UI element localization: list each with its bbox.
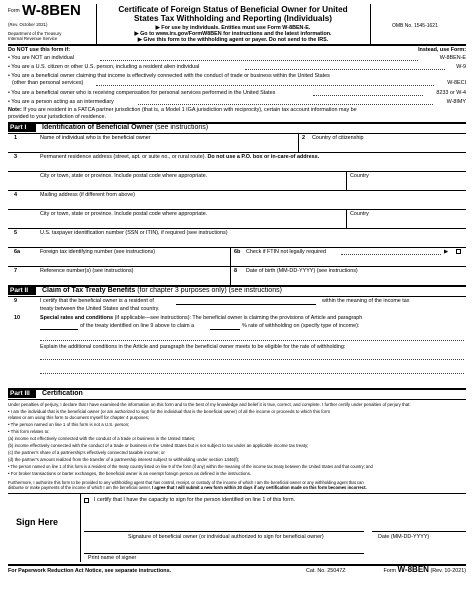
line9-label-b: within the meaning of the income tax (322, 298, 410, 304)
part1-title (42, 124, 208, 132)
country-label-2: Country (350, 211, 369, 217)
exclusion-form-3: W-8ECI (447, 80, 466, 86)
line3-text: Permanent residence address (street, apt. or suite no., or rural route). (40, 154, 206, 160)
leader-dots (100, 60, 418, 61)
date-signed-field[interactable] (372, 514, 464, 530)
exclusion-form-4: 8233 or W-4 (436, 90, 466, 96)
line7-label: Reference number(s) (see instructions) (40, 268, 134, 274)
part2-title-text: Claim of Tax Treaty Benefits (42, 287, 136, 294)
arrow-glyph: ▶ (444, 249, 449, 255)
form-title-line1: Certificate of Foreign Status of Beneficial Owner for United (118, 5, 348, 14)
line6b-label: Check if FTIN not legally required (246, 249, 326, 255)
line-number-9: 9 (14, 298, 18, 304)
header-divider-right (370, 4, 371, 44)
perjury-line: • The person named on line 1 of this form is not a U.S. person; (8, 421, 130, 427)
line2-label: Country of citizenship (312, 135, 364, 141)
line3-label (40, 154, 319, 160)
capacity-label: I certify that I have the capacity to sign for the person identified on line 1 of this form. (94, 497, 296, 503)
line-number-6a: 6a (14, 249, 21, 255)
line10-label (40, 315, 362, 321)
rule (8, 228, 466, 229)
exclusion-item-3: • You are a beneficial owner claiming that income is effectively connected with the conduct of trade or business within the United States (8, 73, 330, 79)
line-number-1: 1 (14, 135, 18, 141)
exclusion-item-3-cont: (other than personal services) (12, 80, 84, 86)
do-not-use-heading: Do NOT use this form if: (8, 47, 70, 53)
line-number-8: 8 (234, 268, 238, 274)
part3-label: Part III (8, 390, 36, 398)
date-label: Date (MM-DD-YYYY) (378, 534, 430, 540)
authorization-line1: Furthermore, I authorize this form to be provided to any withholding agent that has control, receipt, or custody of the income of which I am the beneficial owner or any withholding agent that can (8, 480, 364, 485)
exclusion-item-5: • You are a person acting as an intermediary (8, 99, 114, 105)
line-number-7: 7 (14, 268, 18, 274)
note-prefix: Note: (8, 107, 22, 113)
footer-form-prefix: Form (383, 568, 397, 574)
perjury-line: relates or am using this form to document myself for chapter 4 purposes; (8, 414, 150, 420)
line10-label-b: of the treaty identified on line 9 above to claim a (80, 323, 195, 329)
permanent-city-field[interactable] (40, 180, 344, 189)
perjury-line: • The person named on line 1 of this form is a resident of the treaty country listed on line 9 of the form (if any) within the meaning of the income tax treaty between the United States and that country; and (8, 463, 373, 469)
header-bottom-rule (8, 44, 466, 46)
perjury-line: (a) income not effectively connected with the conduct of a trade or business in the United States; (8, 435, 196, 441)
form-number: W-8BEN (22, 2, 81, 19)
print-name-label: Print name of signer (88, 555, 137, 561)
line9-label: I certify that the beneficial owner is a resident of (40, 298, 154, 304)
date-line (372, 531, 466, 532)
footer-form-id (383, 567, 466, 574)
divider (298, 133, 299, 152)
header-bullet-3: ▶ Give this form to the withholding agent or payer. Do not send to the IRS. (137, 37, 329, 43)
line-number-10: 10 (14, 315, 21, 321)
additional-conditions-field-2[interactable] (40, 373, 464, 374)
perjury-statement (8, 402, 466, 478)
treaty-country-field[interactable] (176, 304, 316, 305)
line9-label-c: treaty between the United States and that country. (40, 306, 160, 312)
department-name: Department of the Treasury (8, 31, 62, 36)
line6a-label: Foreign tax identifying number (see instructions) (40, 249, 156, 255)
line-number-2: 2 (302, 135, 306, 141)
perjury-line: (b) income effectively connected with the conduct of a trade or business in the United States but is not subject to tax under an applicable income tax treaty; (8, 442, 309, 448)
exclusion-item-4: • You are a beneficial owner who is receiving compensation for personal services performed in the United States (8, 90, 276, 96)
divider (80, 493, 81, 562)
city-label-1: City or town, state or province. Include postal code where appropriate. (40, 173, 208, 179)
line10-label-c: % rate of withholding on (specify type of income): (242, 323, 360, 329)
permanent-country-field[interactable] (350, 180, 464, 189)
form-title (100, 5, 366, 23)
part2-title (42, 287, 282, 295)
country-of-citizenship-field[interactable] (302, 142, 464, 151)
line10-label-d: Explain the additional conditions in the Article and paragraph the beneficial owner meets to be eligible for the rate of withholding: (40, 344, 346, 350)
header-bullet-1: ▶ For use by individuals. Entities must use Form W-8BEN-E. (155, 25, 311, 31)
part1-title-text: Identification of Beneficial Owner (42, 124, 153, 131)
leader-dots (138, 104, 433, 105)
line8-label: Date of birth (MM-DD-YYYY) (see instructions) (246, 268, 358, 274)
mailing-country-field[interactable] (350, 218, 464, 227)
rule (8, 399, 466, 400)
instead-use-heading: Instead, use Form: (418, 47, 466, 53)
sign-here-label: Sign Here (16, 517, 59, 527)
header-divider-left (96, 4, 97, 44)
signature-line (84, 531, 364, 532)
print-name-line (84, 553, 364, 554)
rule (8, 209, 466, 210)
rule (8, 296, 466, 297)
perjury-line: (c) the partner's share of a partnership's effectively connected taxable income; or (8, 449, 165, 455)
permanent-address-field[interactable] (40, 161, 464, 170)
mailing-address-field[interactable] (40, 199, 464, 208)
form-title-line2: States Tax Withholding and Reporting (Individuals) (133, 14, 333, 23)
rule (8, 266, 466, 267)
article-paragraph-field[interactable] (40, 329, 78, 330)
leader-dots (245, 69, 445, 70)
authorization-bold: I agree that I will submit a new form within 30 days if any certification made on this form becomes incorrect. (152, 485, 367, 490)
additional-conditions-field[interactable] (40, 359, 464, 360)
withholding-rate-field[interactable] (210, 329, 240, 330)
line10-text: (if applicable—see instructions): The beneficial owner is claiming the provisions of Article and paragraph (114, 315, 363, 321)
footer-form-number: W-8BEN (397, 565, 429, 574)
exclusion-item-1: • You are NOT an individual (8, 55, 74, 61)
leader-dots (96, 85, 434, 86)
perjury-line: • I am the individual that is the beneficial owner (or am authorized to sign for the individual that is the beneficial owner) of all the income or proceeds to which this form (8, 409, 330, 414)
signature-label: Signature of beneficial owner (or individual authorized to sign for beneficial owner) (128, 534, 324, 540)
form-label: Form (8, 8, 20, 14)
revision-date: (Rev. October 2021) (8, 22, 48, 27)
exclusion-form-5: W-8IMY (446, 99, 466, 105)
divider (346, 209, 347, 228)
leader-dots (341, 254, 441, 255)
perjury-line: Under penalties of perjury, I declare that I have examined the information on this form and to the best of my knowledge and belief it is true, correct, and complete. I further certify under penalties of perjury that: (8, 402, 411, 407)
reference-number-field[interactable] (40, 275, 228, 284)
line4-label: Mailing address (if different from above) (40, 192, 135, 198)
ftin-not-required-checkbox[interactable] (456, 249, 461, 254)
perjury-line: • This form relates to: (8, 428, 50, 434)
beneficial-owner-name-field[interactable] (40, 142, 296, 151)
exclusion-form-2: W-9 (456, 64, 466, 70)
part3-title: Certification (42, 390, 83, 397)
omb-number: OMB No. 1545-1621 (392, 23, 438, 29)
authorization-text: disburse or make payments of the income of which I am the beneficial owner. (8, 485, 151, 490)
capacity-checkbox[interactable] (84, 498, 89, 503)
fatca-note-line1 (8, 107, 357, 113)
date-of-birth-field[interactable] (246, 275, 464, 284)
print-name-field[interactable] (84, 542, 364, 552)
line10-bold: Special rates and conditions (40, 315, 114, 321)
line5-label: U.S. taxpayer identification number (SSN or ITIN), if required (see instructions) (40, 230, 228, 236)
line-number-4: 4 (14, 192, 18, 198)
line-number-5: 5 (14, 230, 18, 236)
form-page (8, 4, 466, 596)
divider (346, 171, 347, 190)
part1-label: Part I (8, 124, 36, 132)
part1-title-suffix: (see instructions) (154, 124, 209, 131)
exclusion-form-1: W-8BEN-E (439, 55, 466, 61)
rule (8, 247, 466, 248)
country-label-1: Country (350, 173, 369, 179)
authorization-line2 (8, 485, 367, 490)
signature-field[interactable] (84, 514, 364, 530)
us-tin-field[interactable] (40, 237, 464, 246)
part2-title-suffix: (for chapter 3 purposes only) (see instructions) (137, 287, 282, 294)
fatca-note-text: If you are resident in a FATCA partner jurisdiction (that is, a Model 1 IGA jurisdiction with reciprocity), certain tax account information may be (21, 107, 357, 113)
mailing-city-field[interactable] (40, 218, 344, 227)
irs-name: Internal Revenue Service (8, 36, 58, 41)
city-label-2: City or town, state or province. Include postal code where appropriate. (40, 211, 208, 217)
paperwork-notice: For Paperwork Reduction Act Notice, see separate instructions. (8, 568, 172, 574)
footer-revision: (Rev. 10-2021) (430, 568, 466, 574)
foreign-tin-field[interactable] (40, 256, 228, 265)
perjury-line: • For broker transactions or barter exchanges, the beneficial owner is an exempt foreign person as defined in the instructions. (8, 470, 252, 476)
line-number-6b: 6b (234, 249, 241, 255)
leader-dots (313, 95, 423, 96)
rule (8, 171, 466, 172)
line3-bold-text: Do not use a P.O. box or in-care-of address. (207, 154, 320, 160)
part2-label: Part II (8, 287, 36, 295)
line-number-3: 3 (14, 154, 18, 160)
line1-label: Name of individual who is the beneficial owner (40, 135, 151, 141)
exclusion-item-2: • You are a U.S. citizen or other U.S. person, including a resident alien individual (8, 64, 200, 70)
rule (8, 190, 466, 191)
rule (8, 152, 466, 153)
fatca-note-line2: provided to your jurisdiction of residence. (8, 114, 106, 120)
catalog-number: Cat. No. 25047Z (306, 568, 346, 574)
rule (8, 493, 466, 494)
perjury-line: (d) the partner's amount realized from the transfer of a partnership interest subject to withholding under section 1446(f); (8, 456, 240, 462)
income-type-field[interactable] (40, 340, 464, 341)
rule (8, 133, 466, 134)
header-bullet-2: ▶ Go to www.irs.gov/FormW8BEN for instructions and the latest information. (134, 31, 332, 37)
